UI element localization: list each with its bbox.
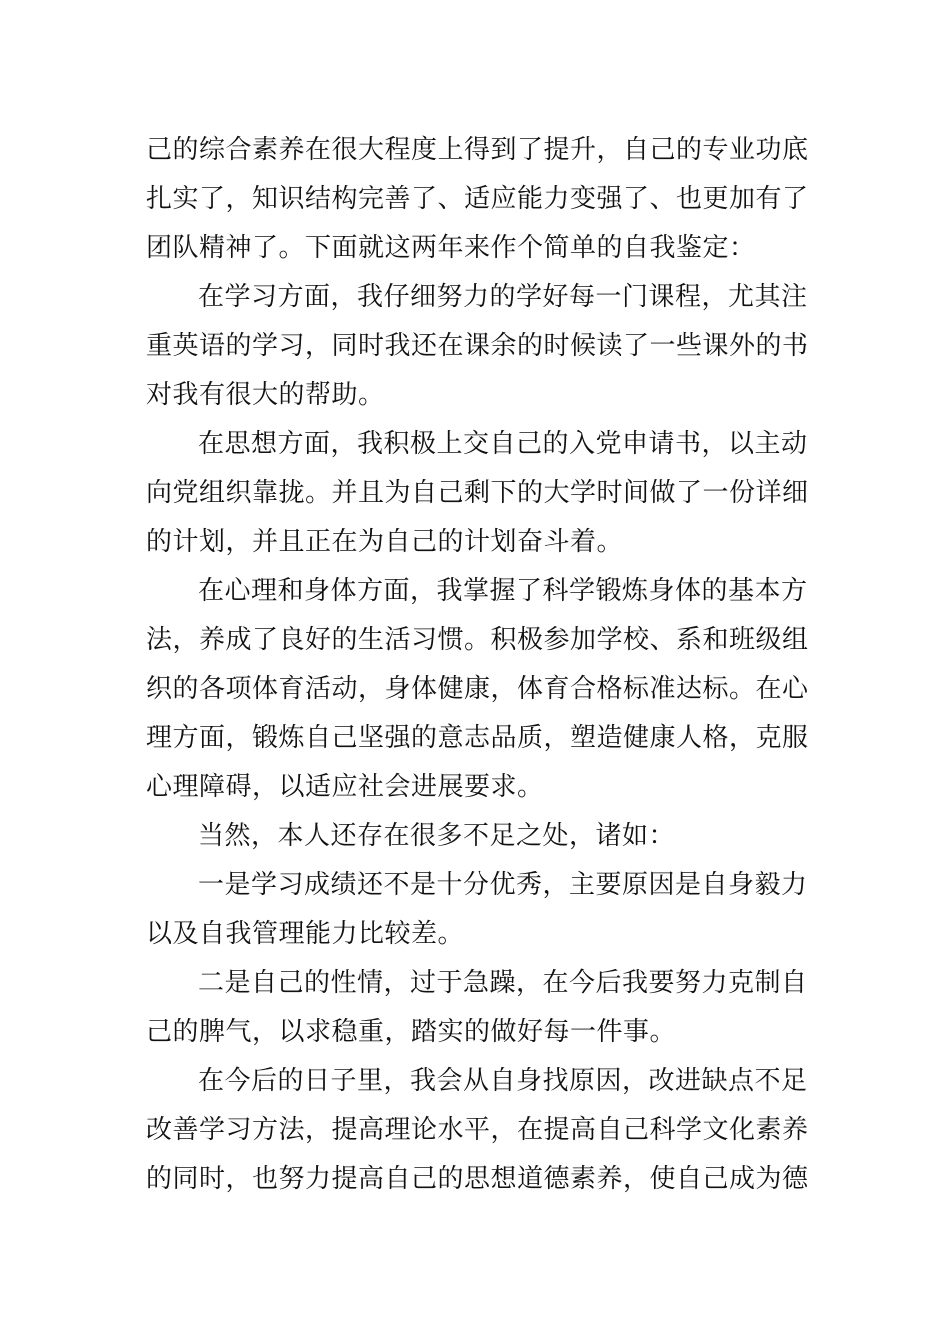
text-line: 扎实了，知识结构完善了、适应能力变强了、也更加有了 <box>146 184 809 214</box>
paragraph-first-line: 在心理和身体方面，我掌握了科学锻炼身体的基本方 <box>198 576 808 606</box>
text-line: 的同时，也努力提高自己的思想道德素养，使自己成为德 <box>146 1164 809 1194</box>
paragraph-first-line: 在思想方面，我积极上交自己的入党申请书，以主动 <box>198 429 808 459</box>
paragraph-first-line: 二是自己的性情，过于急躁，在今后我要努力克制自 <box>198 968 808 998</box>
text-line: 以及自我管理能力比较差。 <box>146 919 465 949</box>
text-line: 向党组织靠拢。并且为自己剩下的大学时间做了一份详细 <box>146 478 809 508</box>
text-line: 改善学习方法，提高理论水平，在提高自己科学文化素养 <box>146 1115 809 1145</box>
paragraph-first-line: 在学习方面，我仔细努力的学好每一门课程，尤其注 <box>198 282 808 312</box>
text-line: 重英语的学习，同时我还在课余的时候读了一些课外的书 <box>146 331 809 361</box>
text-line: 己的脾气，以求稳重，踏实的做好每一件事。 <box>146 1017 677 1047</box>
body-text <box>146 126 809 1204</box>
text-line: 己的综合素养在很大程度上得到了提升，自己的专业功底 <box>146 135 809 165</box>
text-line: 织的各项体育活动，身体健康，体育合格标准达标。在心 <box>146 674 809 704</box>
text-line: 团队精神了。下面就这两年来作个简单的自我鉴定： <box>146 233 756 263</box>
text-line: 理方面，锻炼自己坚强的意志品质，塑造健康人格，克服 <box>146 723 809 753</box>
text-line: 对我有很大的帮助。 <box>146 380 385 410</box>
paragraph-first-line: 一是学习成绩还不是十分优秀，主要原因是自身毅力 <box>198 870 808 900</box>
text-line: 法，养成了良好的生活习惯。积极参加学校、系和班级组 <box>146 625 809 655</box>
text-line: 心理障碍，以适应社会进展要求。 <box>146 772 544 802</box>
text-line: 的计划，并且正在为自己的计划奋斗着。 <box>146 527 624 557</box>
paragraph-first-line: 当然，本人还存在很多不足之处，诸如： <box>198 821 676 851</box>
paragraph-first-line: 在今后的日子里，我会从自身找原因，改进缺点不足 <box>198 1066 808 1096</box>
